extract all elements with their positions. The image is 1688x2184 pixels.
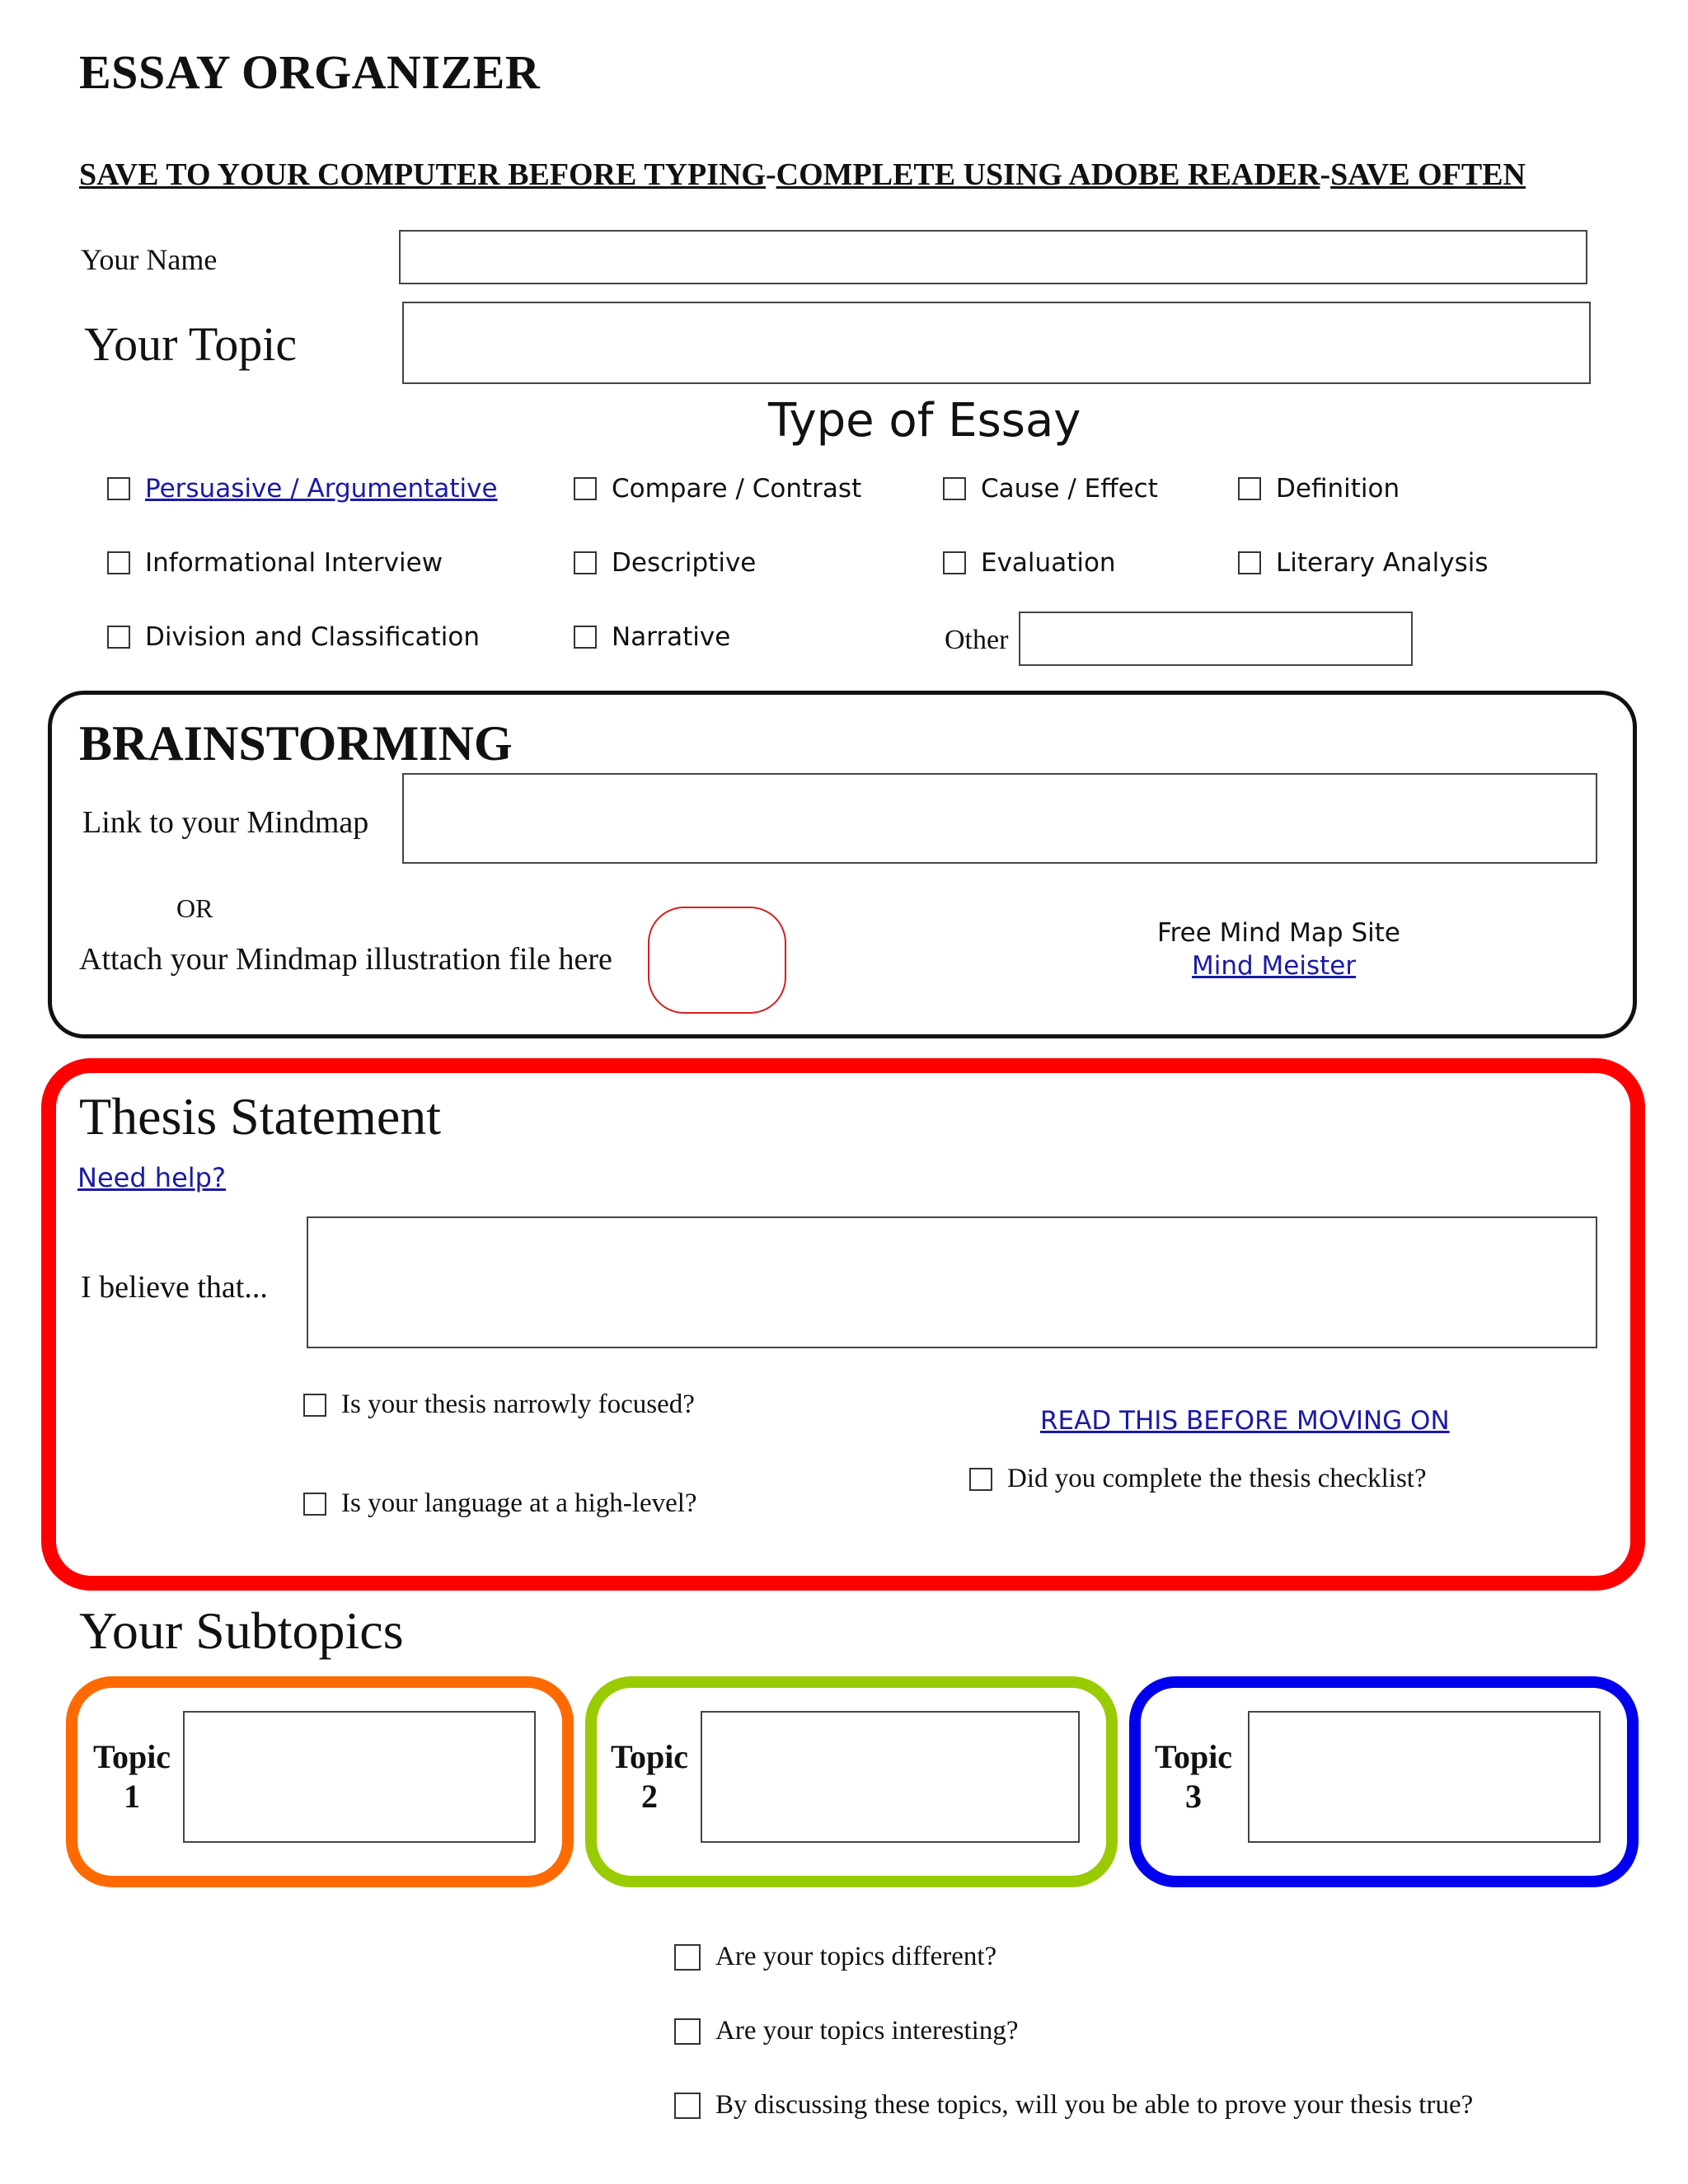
- name-field[interactable]: [399, 230, 1587, 284]
- essay-type-label: Narrative: [612, 622, 731, 652]
- save-instructions: [79, 157, 1526, 193]
- checkbox[interactable]: [674, 2018, 701, 2045]
- topic-2-label: Topic 2: [610, 1738, 689, 1815]
- essay-type-division[interactable]: [107, 622, 480, 652]
- believe-label: I believe that...: [81, 1270, 268, 1305]
- thesis-field[interactable]: [307, 1216, 1597, 1348]
- topic-3-label: Topic 3: [1154, 1738, 1233, 1815]
- topic-1-field[interactable]: [183, 1711, 536, 1843]
- checkbox[interactable]: [674, 1944, 701, 1971]
- check-thesis-focused[interactable]: [303, 1390, 695, 1420]
- save-instruction-part3: SAVE OFTEN: [1330, 157, 1526, 192]
- topic-1-label: Topic 1: [92, 1738, 171, 1815]
- essay-type-compare[interactable]: [574, 474, 861, 504]
- or-label: OR: [176, 893, 213, 923]
- essay-type-label: Evaluation: [981, 548, 1116, 578]
- checkbox[interactable]: [574, 551, 597, 574]
- checkbox[interactable]: [574, 626, 597, 649]
- essay-type-narrative[interactable]: [574, 622, 730, 652]
- checkbox[interactable]: [943, 551, 966, 574]
- essay-type-evaluation[interactable]: [943, 548, 1116, 578]
- topic-2-field[interactable]: [701, 1711, 1080, 1843]
- check-topics-different[interactable]: [674, 1942, 996, 1972]
- checkbox[interactable]: [107, 477, 130, 500]
- thesis-help-link[interactable]: Need help?: [77, 1162, 226, 1193]
- read-before-link[interactable]: READ THIS BEFORE MOVING ON: [1040, 1406, 1450, 1436]
- essay-type-label[interactable]: Persuasive / Argumentative: [145, 474, 498, 504]
- checkbox[interactable]: [574, 477, 597, 500]
- name-label: Your Name: [81, 243, 218, 276]
- topic-label: Your Topic: [84, 317, 298, 371]
- essay-type-label: Informational Interview: [145, 548, 443, 578]
- thesis-title: Thesis Statement: [79, 1087, 442, 1146]
- check-topics-prove[interactable]: [674, 2090, 1473, 2121]
- checkbox[interactable]: [303, 1493, 326, 1516]
- brainstorming-title: BRAINSTORMING: [79, 716, 513, 771]
- essay-type-cause-effect[interactable]: [943, 474, 1158, 504]
- checkbox[interactable]: [1238, 551, 1261, 574]
- mindmap-link-field[interactable]: [402, 773, 1597, 864]
- essay-type-definition[interactable]: [1238, 474, 1400, 504]
- mind-meister-link[interactable]: Mind Meister: [1192, 951, 1357, 981]
- essay-type-label: Descriptive: [612, 548, 757, 578]
- subtopics-title: Your Subtopics: [79, 1601, 404, 1660]
- save-instruction-part1: SAVE TO YOUR COMPUTER BEFORE TYPING: [79, 157, 766, 192]
- essay-type-label: Division and Classification: [145, 622, 480, 652]
- save-instruction-sep1: -: [765, 157, 776, 192]
- free-site-label: Free Mind Map Site: [1157, 918, 1400, 948]
- essay-type-label: Compare / Contrast: [612, 474, 862, 504]
- checkbox[interactable]: [107, 551, 130, 574]
- essay-type-persuasive[interactable]: [107, 474, 498, 504]
- checkbox[interactable]: [674, 2093, 701, 2119]
- checkbox[interactable]: [107, 626, 130, 649]
- essay-type-informational[interactable]: [107, 548, 443, 578]
- essay-type-label: Literary Analysis: [1276, 548, 1489, 578]
- topic-3-field[interactable]: [1248, 1711, 1601, 1843]
- mindmap-link-label: Link to your Mindmap: [82, 805, 369, 840]
- checkbox[interactable]: [969, 1468, 992, 1491]
- save-instruction-part2: COMPLETE USING ADOBE READER: [776, 157, 1320, 192]
- check-thesis-checklist[interactable]: [969, 1464, 1427, 1494]
- check-language-level[interactable]: [303, 1488, 697, 1519]
- checklist-label: Did you complete the thesis checklist?: [1007, 1464, 1427, 1493]
- essay-type-descriptive[interactable]: [574, 548, 756, 578]
- checklist-label: Are your topics interesting?: [715, 2016, 1019, 2046]
- topic-field[interactable]: [402, 302, 1591, 384]
- checkbox[interactable]: [943, 477, 966, 500]
- save-instruction-sep2: -: [1320, 157, 1331, 192]
- essay-type-other-field[interactable]: [1019, 612, 1413, 666]
- checklist-label: Is your language at a high-level?: [341, 1488, 697, 1518]
- essay-type-label: Cause / Effect: [981, 474, 1158, 504]
- check-topics-interesting[interactable]: [674, 2016, 1018, 2046]
- essay-type-label: Definition: [1276, 474, 1400, 504]
- checkbox[interactable]: [1238, 477, 1261, 500]
- checkbox[interactable]: [303, 1394, 326, 1417]
- attach-file-button[interactable]: [648, 907, 786, 1014]
- page-title: ESSAY ORGANIZER: [79, 45, 541, 99]
- essay-type-heading: Type of Essay: [768, 394, 1081, 448]
- checklist-label: By discussing these topics, will you be able to prove your thesis true?: [715, 2090, 1474, 2120]
- checklist-label: Are your topics different?: [715, 1942, 997, 1971]
- checklist-label: Is your thesis narrowly focused?: [341, 1390, 695, 1419]
- attach-label: Attach your Mindmap illustration file here: [79, 942, 612, 977]
- essay-type-other-label: Other: [945, 625, 1009, 655]
- essay-type-literary[interactable]: [1238, 548, 1489, 578]
